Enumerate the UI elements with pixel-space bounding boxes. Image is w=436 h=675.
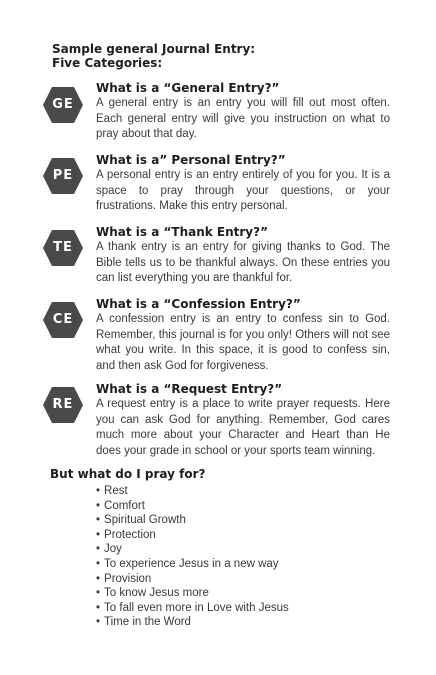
list-item-label: Provision <box>104 572 152 585</box>
list-item <box>96 572 289 587</box>
list-item-label: To fall even more in Love with Jesus <box>104 601 289 614</box>
hex-label: CE <box>52 312 74 327</box>
pray-section-title: But what do I pray for? <box>50 467 206 481</box>
entry-title: What is a “Thank Entry?” <box>96 225 268 239</box>
list-item-label: Spiritual Growth <box>104 514 186 527</box>
bullet-icon: • <box>96 543 101 556</box>
list-item <box>96 615 289 630</box>
pray-list <box>96 484 289 630</box>
bullet-icon: • <box>96 499 101 512</box>
list-item-label: Protection <box>104 528 156 541</box>
bullet-icon: • <box>96 616 101 629</box>
list-item <box>96 513 289 528</box>
list-item <box>96 484 289 499</box>
bullet-icon: • <box>96 601 101 614</box>
hexagon-icon-ce <box>42 301 84 339</box>
list-item-label: Time in the Word <box>104 616 191 629</box>
entry-title: What is a “General Entry?” <box>96 81 280 95</box>
entry-body: A confession entry is an entry to confess sin to God. Remember, this journal is for you only! Others will not see what you write. In this space, it is good to confess sin, and then ask God for forgiveness. <box>96 313 390 372</box>
hexagon-icon-re <box>42 386 84 424</box>
entry-body: A personal entry is an entry entirely of you for you. It is a space to pray through your questions, or your frustrations. Make this entry personal. <box>96 169 390 213</box>
heading-line-1: Sample general Journal Entry: <box>52 42 256 56</box>
hex-label: GE <box>52 97 74 112</box>
hexagon-icon-te <box>42 229 84 267</box>
bullet-icon: • <box>96 557 101 570</box>
entry-title: What is a “Confession Entry?” <box>96 297 301 311</box>
hex-label: PE <box>52 168 74 183</box>
heading-line-2: Five Categories: <box>52 56 163 70</box>
list-item-label: Rest <box>104 485 128 497</box>
list-item <box>96 499 289 514</box>
hex-label: RE <box>52 397 74 412</box>
list-item <box>96 542 289 557</box>
entry-body: A request entry is a place to write prayer requests. Here you can ask God for anything. Remember, God cares much more about your Character and Heart than He does your grade in school or your sports team winning. <box>96 398 390 457</box>
bullet-icon: • <box>96 485 101 497</box>
list-item-label: To know Jesus more <box>104 587 209 600</box>
hexagon-icon-ge <box>42 86 84 124</box>
hex-label: TE <box>53 240 73 255</box>
bullet-icon: • <box>96 587 101 600</box>
entry-body: A general entry is an entry you will fill out most often. Each general entry will give you instruction on what to pray about that day. <box>96 97 390 141</box>
list-item-label: Joy <box>104 543 122 556</box>
list-item <box>96 528 289 543</box>
list-item <box>96 557 289 572</box>
bullet-icon: • <box>96 572 101 585</box>
hexagon-icon-pe <box>42 157 84 195</box>
entry-body: A thank entry is an entry for giving thanks to God. The Bible tells us to be thankful always. On these entries you can list everything you are thankful for. <box>96 241 390 285</box>
bullet-icon: • <box>96 514 101 527</box>
entry-title: What is a” Personal Entry?” <box>96 153 286 167</box>
page-heading <box>52 42 255 70</box>
bullet-icon: • <box>96 528 101 541</box>
list-item <box>96 586 289 601</box>
list-item-label: To experience Jesus in a new way <box>104 557 279 570</box>
entry-title: What is a “Request Entry?” <box>96 382 283 396</box>
list-item <box>96 601 289 616</box>
list-item-label: Comfort <box>104 499 145 512</box>
